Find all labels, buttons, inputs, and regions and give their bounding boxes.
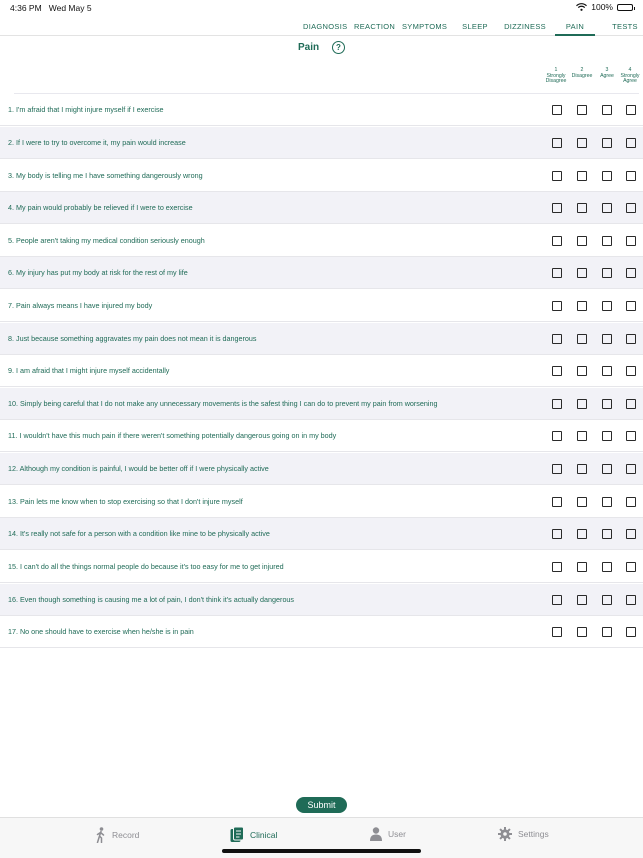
checkbox-agree[interactable] — [602, 171, 612, 181]
checkbox-strongly-disagree[interactable] — [552, 105, 562, 115]
checkbox-strongly-disagree[interactable] — [552, 497, 562, 507]
checkbox-agree[interactable] — [602, 399, 612, 409]
question-text: 16. Even though something is causing me a lot of pain, I don't think it's actually dangerous — [8, 595, 295, 604]
checkbox-disagree[interactable] — [577, 529, 587, 539]
scale-header-2: 2 Disagree — [571, 67, 593, 79]
person-icon — [370, 827, 382, 841]
question-text: 2. If I were to try to overcome it, my pain would increase — [8, 138, 186, 147]
question-text: 10. Simply being careful that I do not make any unnecessary movements is the safest thing I can do to prevent my pain from worsening — [8, 399, 438, 408]
battery-percent: 100% — [591, 2, 613, 12]
question-row-4 — [0, 192, 643, 224]
tab-dizziness[interactable]: DIZZINESS — [504, 22, 546, 31]
checkbox-strongly-agree[interactable] — [626, 399, 636, 409]
question-text: 9. I am afraid that I might injure myself accidentally — [8, 366, 170, 375]
question-text: 5. People aren't taking my medical condition seriously enough — [8, 236, 205, 245]
checkbox-disagree[interactable] — [577, 171, 587, 181]
checkbox-strongly-disagree[interactable] — [552, 203, 562, 213]
checkbox-strongly-agree[interactable] — [626, 627, 636, 637]
question-text: 11. I wouldn't have this much pain if there weren't something potentially dangerous going on in my body — [8, 431, 337, 440]
checkbox-disagree[interactable] — [577, 627, 587, 637]
tab-diagnosis[interactable]: DIAGNOSIS — [303, 22, 348, 31]
question-row-6 — [0, 257, 643, 289]
checkbox-agree[interactable] — [602, 529, 612, 539]
question-text: 7. Pain always means I have injured my body — [8, 301, 153, 310]
tabbar-label: User — [388, 829, 406, 839]
checkbox-strongly-disagree[interactable] — [552, 595, 562, 605]
checkbox-strongly-disagree[interactable] — [552, 431, 562, 441]
title-row — [0, 40, 643, 58]
question-text: 3. My body is telling me I have something dangerously wrong — [8, 171, 203, 180]
checkbox-agree[interactable] — [602, 497, 612, 507]
checkbox-disagree[interactable] — [577, 138, 587, 148]
checkbox-strongly-disagree[interactable] — [552, 236, 562, 246]
checkbox-strongly-disagree[interactable] — [552, 529, 562, 539]
checkbox-strongly-agree[interactable] — [626, 595, 636, 605]
checkbox-agree[interactable] — [602, 236, 612, 246]
checkbox-strongly-disagree[interactable] — [552, 268, 562, 278]
checkbox-strongly-disagree[interactable] — [552, 171, 562, 181]
checkbox-agree[interactable] — [602, 627, 612, 637]
checkbox-strongly-agree[interactable] — [626, 236, 636, 246]
checkbox-disagree[interactable] — [577, 497, 587, 507]
checkbox-strongly-agree[interactable] — [626, 497, 636, 507]
tab-reaction[interactable]: REACTION — [354, 22, 396, 31]
checkbox-disagree[interactable] — [577, 366, 587, 376]
question-text: 14. It's really not safe for a person with a condition like mine to be physically active — [8, 529, 270, 538]
checkbox-disagree[interactable] — [577, 105, 587, 115]
checkbox-agree[interactable] — [602, 105, 612, 115]
question-row-2 — [0, 127, 643, 159]
checkbox-disagree[interactable] — [577, 595, 587, 605]
question-row-12 — [0, 453, 643, 485]
checkbox-strongly-disagree[interactable] — [552, 627, 562, 637]
question-row-14 — [0, 518, 643, 550]
checkbox-strongly-disagree[interactable] — [552, 138, 562, 148]
checkbox-strongly-disagree[interactable] — [552, 399, 562, 409]
question-text: 15. I can't do all the things normal people do because it's too easy for me to get injured — [8, 562, 284, 571]
status-bar — [0, 0, 643, 16]
checkbox-strongly-disagree[interactable] — [552, 301, 562, 311]
status-time: 4:36 PM Wed May 5 — [10, 3, 92, 13]
gear-icon — [498, 827, 512, 841]
question-row-17 — [0, 616, 643, 648]
checkbox-disagree[interactable] — [577, 268, 587, 278]
checkbox-agree[interactable] — [602, 138, 612, 148]
scale-header-1: 1 Strongly Disagree — [545, 67, 567, 85]
scale-header-4: 4 Strongly Agree — [620, 67, 640, 85]
walking-person-icon — [95, 827, 106, 843]
checkbox-strongly-disagree[interactable] — [552, 334, 562, 344]
tab-sleep[interactable]: SLEEP — [462, 22, 488, 31]
question-row-3 — [0, 160, 643, 192]
wifi-icon — [576, 3, 587, 11]
checkbox-strongly-agree[interactable] — [626, 562, 636, 572]
checkbox-disagree[interactable] — [577, 562, 587, 572]
question-row-16 — [0, 584, 643, 616]
clipboard-document-icon — [230, 827, 244, 843]
checkbox-disagree[interactable] — [577, 334, 587, 344]
checkbox-disagree[interactable] — [577, 399, 587, 409]
checkbox-strongly-disagree[interactable] — [552, 562, 562, 572]
question-row-11 — [0, 420, 643, 452]
scale-header-3: 3 Agree — [600, 67, 614, 79]
checkbox-agree[interactable] — [602, 301, 612, 311]
checkbox-agree[interactable] — [602, 562, 612, 572]
checkbox-disagree[interactable] — [577, 464, 587, 474]
question-row-1 — [0, 94, 643, 126]
help-icon[interactable]: ? — [332, 41, 345, 54]
checkbox-agree[interactable] — [602, 334, 612, 344]
checkbox-strongly-agree[interactable] — [626, 464, 636, 474]
tabbar-item-settings[interactable] — [498, 827, 549, 841]
question-row-13 — [0, 486, 643, 518]
question-row-10 — [0, 388, 643, 420]
question-text: 6. My injury has put my body at risk for the rest of my life — [8, 268, 188, 277]
checkbox-strongly-agree[interactable] — [626, 431, 636, 441]
tabbar-item-record[interactable] — [95, 827, 139, 843]
home-indicator[interactable] — [222, 849, 421, 853]
checkbox-disagree[interactable] — [577, 203, 587, 213]
tabbar-label: Clinical — [250, 830, 278, 840]
question-row-9 — [0, 355, 643, 387]
question-text: 8. Just because something aggravates my pain does not mean it is dangerous — [8, 334, 257, 343]
tabbar-label: Settings — [518, 829, 549, 839]
status-indicators — [576, 2, 633, 12]
question-row-8 — [0, 323, 643, 355]
checkbox-disagree[interactable] — [577, 431, 587, 441]
checkbox-strongly-agree[interactable] — [626, 203, 636, 213]
tabbar-label: Record — [112, 830, 140, 840]
checkbox-strongly-agree[interactable] — [626, 301, 636, 311]
checkbox-strongly-disagree[interactable] — [552, 366, 562, 376]
checkbox-strongly-agree[interactable] — [626, 171, 636, 181]
checkbox-strongly-agree[interactable] — [626, 268, 636, 278]
question-text: 12. Although my condition is painful, I would be better off if I were physically active — [8, 464, 269, 473]
checkbox-agree[interactable] — [602, 595, 612, 605]
checkbox-strongly-agree[interactable] — [626, 529, 636, 539]
checkbox-agree[interactable] — [602, 366, 612, 376]
battery-icon — [617, 4, 633, 11]
tabbar-item-user[interactable] — [370, 827, 406, 841]
checkbox-disagree[interactable] — [577, 301, 587, 311]
question-text: 13. Pain lets me know when to stop exercising so that I don't injure myself — [8, 497, 243, 506]
checkbox-disagree[interactable] — [577, 236, 587, 246]
checkbox-agree[interactable] — [602, 464, 612, 474]
question-row-7 — [0, 290, 643, 322]
checkbox-strongly-agree[interactable] — [626, 366, 636, 376]
tab-tests[interactable]: TESTS — [612, 22, 638, 31]
checkbox-strongly-disagree[interactable] — [552, 464, 562, 474]
checkbox-strongly-agree[interactable] — [626, 105, 636, 115]
question-text: 17. No one should have to exercise when he/she is in pain — [8, 627, 194, 636]
tab-pain[interactable]: PAIN — [555, 22, 595, 36]
question-text: 1. I'm afraid that I might injure myself if I exercise — [8, 105, 164, 114]
question-row-5 — [0, 225, 643, 257]
checkbox-agree[interactable] — [602, 431, 612, 441]
section-tabs — [0, 22, 643, 36]
question-text: 4. My pain would probably be relieved if I were to exercise — [8, 203, 193, 212]
submit-button[interactable]: Submit — [296, 797, 347, 813]
page-title: Pain — [298, 42, 320, 53]
checkbox-strongly-agree[interactable] — [626, 334, 636, 344]
question-row-15 — [0, 551, 643, 583]
checkbox-agree[interactable] — [602, 268, 612, 278]
checkbox-strongly-agree[interactable] — [626, 138, 636, 148]
tabbar-item-clinical[interactable] — [230, 827, 277, 843]
tab-symptoms[interactable]: SYMPTOMS — [402, 22, 448, 31]
checkbox-agree[interactable] — [602, 203, 612, 213]
